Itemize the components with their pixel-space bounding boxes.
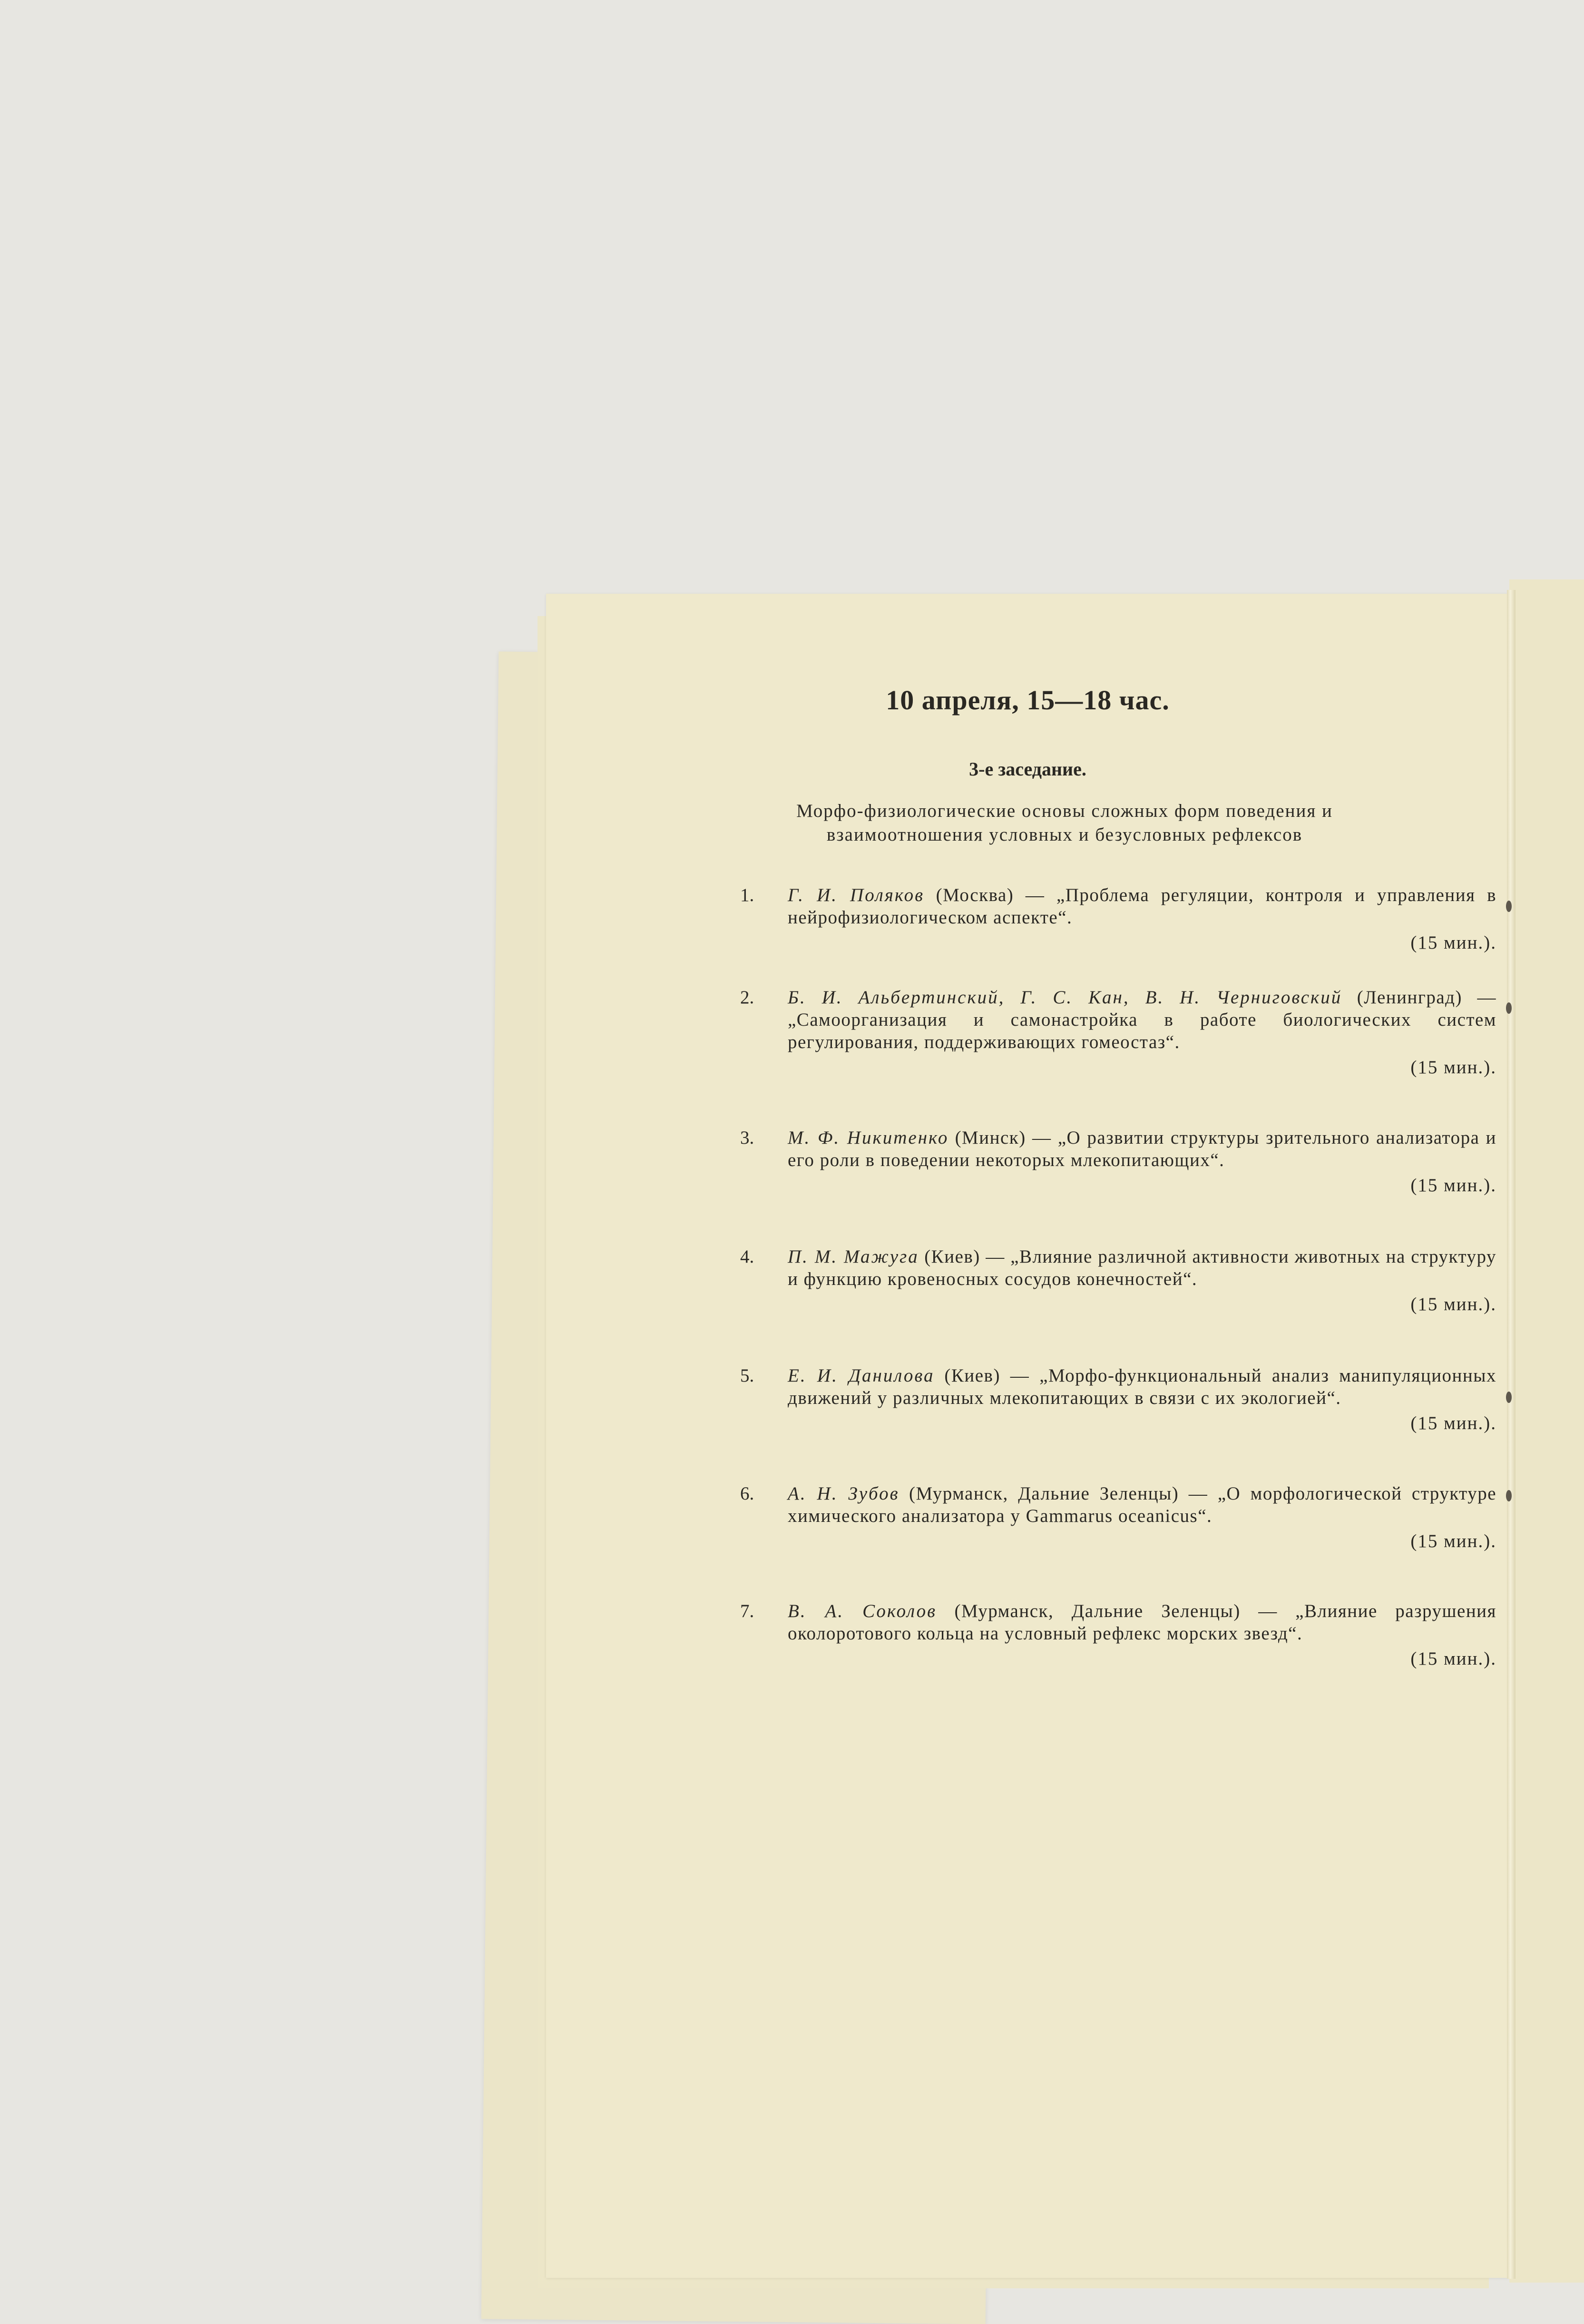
staple-icon xyxy=(1506,1392,1512,1403)
session-title: 3-е заседание. xyxy=(969,758,1086,780)
talk-text xyxy=(788,1127,1496,1171)
talk-title: (Москва) — „Проблема регуляции, контроля и управления в нейрофизиологическом аспекте“. xyxy=(788,885,1496,928)
talk-number: 6. xyxy=(740,1483,754,1504)
talk-number: 3. xyxy=(740,1128,754,1148)
talk-title: (Киев) — „Влияние различной активности животных на структуру и функцию кровеносных сосудов конечностей“. xyxy=(788,1246,1497,1289)
talk-text xyxy=(788,986,1496,1053)
talk-title: (Ленинград) — „Самоорганизация и самонастройка в работе биологических систем регулирования, поддерживающих гомеостаз“. xyxy=(788,987,1496,1052)
talk-text xyxy=(788,1364,1496,1409)
talk-number: 4. xyxy=(740,1246,754,1267)
talk-authors: Г. И. Поляков xyxy=(788,885,925,905)
talk-text xyxy=(788,1482,1496,1527)
talk-duration: (15 мин.). xyxy=(1410,932,1496,953)
talk-item-3 xyxy=(740,1127,1496,1196)
talk-item-1 xyxy=(740,884,1496,954)
talk-authors: Е. И. Данилова xyxy=(788,1365,935,1386)
talk-item-5 xyxy=(740,1364,1496,1434)
talk-duration: (15 мин.). xyxy=(1410,1648,1496,1669)
program-page xyxy=(546,594,1509,2278)
date-heading: 10 апреля, 15—18 час. xyxy=(886,685,1170,716)
talk-duration: (15 мин.). xyxy=(1410,1413,1496,1433)
talk-authors: В. А. Соколов xyxy=(788,1601,937,1621)
talk-title: (Киев) — „Морфо-функциональный анализ манипуляционных движений у различных млекопитающих в связи с их экологией“. xyxy=(788,1365,1497,1408)
talk-duration: (15 мин.). xyxy=(1410,1057,1496,1078)
center-fold xyxy=(1507,590,1516,2279)
staple-icon xyxy=(1506,1002,1512,1014)
talk-item-4 xyxy=(740,1245,1496,1315)
talk-text xyxy=(788,1600,1496,1645)
talk-duration: (15 мин.). xyxy=(1410,1294,1496,1314)
talk-number: 7. xyxy=(740,1601,754,1621)
staple-icon xyxy=(1506,1490,1512,1501)
staple-icon xyxy=(1506,901,1512,912)
talk-text xyxy=(788,884,1496,929)
talk-item-2 xyxy=(740,986,1496,1079)
talk-authors: А. Н. Зубов xyxy=(788,1483,900,1504)
right-page-edge xyxy=(1509,579,1584,2283)
talk-duration: (15 мин.). xyxy=(1410,1175,1496,1196)
talk-number: 5. xyxy=(740,1365,754,1386)
talk-title: (Мурманск, Дальние Зеленцы) — „Влияние разрушения околоротового кольца на условный рефлекс морских звезд“. xyxy=(788,1601,1496,1644)
talk-item-6 xyxy=(740,1482,1496,1552)
talk-text xyxy=(788,1245,1496,1290)
talk-authors: Б. И. Альбертинский, Г. С. Кан, В. Н. Черниговский xyxy=(788,987,1342,1008)
talk-authors: П. М. Мажуга xyxy=(788,1246,919,1267)
talk-title: (Мурманск, Дальние Зеленцы) — „О морфологической структуре химического анализатора у Gammarus oceanicus“. xyxy=(788,1483,1497,1526)
session-theme: Морфо-физиологические основы сложных форм поведения и взаимоотношения условных и безусловных рефлексов xyxy=(796,801,1333,845)
talk-number: 1. xyxy=(740,885,754,905)
talk-title: (Минск) — „О развитии структуры зрительного анализатора и его роли в поведении некоторых млекопитающих“. xyxy=(788,1128,1496,1170)
talk-duration: (15 мин.). xyxy=(1410,1531,1496,1551)
talk-number: 2. xyxy=(740,987,754,1008)
talk-item-7 xyxy=(740,1600,1496,1670)
talk-authors: М. Ф. Никитенко xyxy=(788,1128,949,1148)
